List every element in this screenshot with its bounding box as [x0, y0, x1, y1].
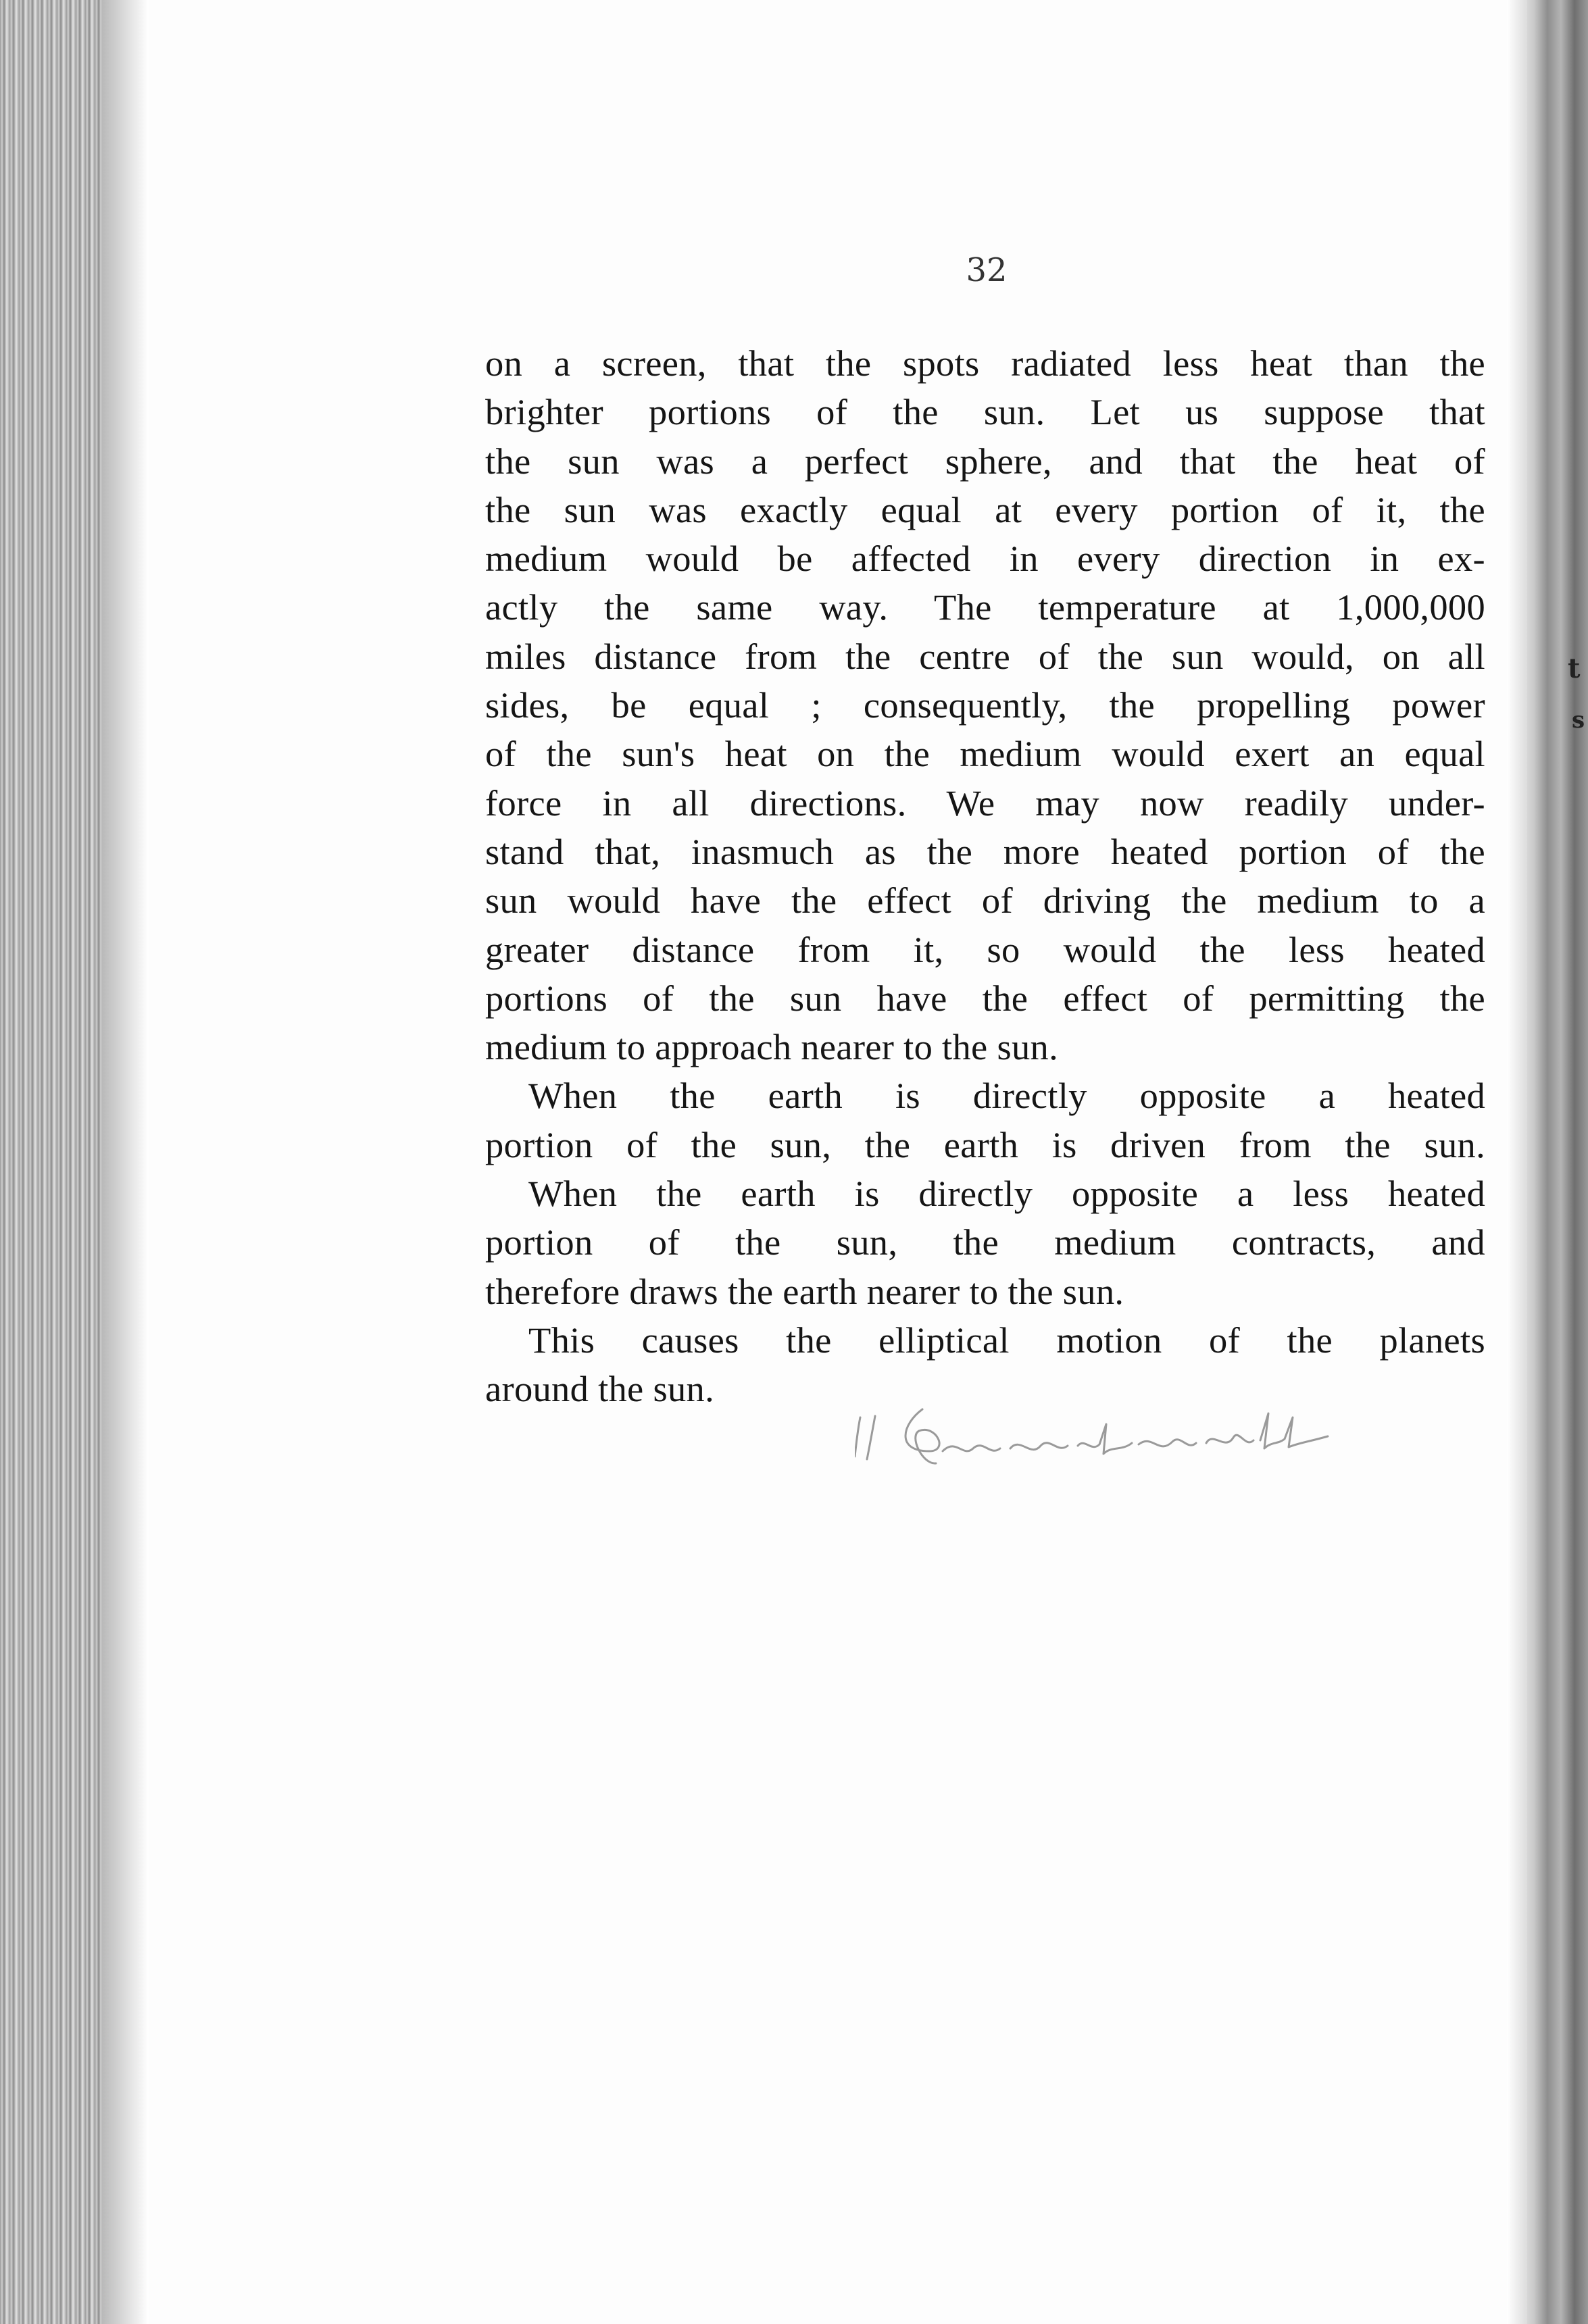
- body-text: [485, 339, 1485, 1414]
- text-line: force in all directions. We may now readily under-: [485, 782, 1485, 824]
- text-line: around the sun.: [485, 1368, 715, 1410]
- text-line: brighter portions of the sun. Let us suppose that: [485, 391, 1485, 433]
- text-line: portions of the sun have the effect of permitting the: [485, 977, 1485, 1019]
- facing-page-fragment: s: [1572, 707, 1585, 734]
- text-line: When the earth is directly opposite a heated: [528, 1075, 1485, 1117]
- text-line: the sun was exactly equal at every portion of it, the: [485, 488, 1485, 530]
- text-line: portion of the sun, the earth is driven from the sun.: [485, 1123, 1485, 1165]
- text-line: therefore draws the earth nearer to the sun.: [485, 1270, 1124, 1312]
- text-line: miles distance from the centre of the sun would, on all: [485, 635, 1485, 677]
- facing-page-edge: [1507, 0, 1588, 2324]
- text-line: This causes the elliptical motion of the planets: [528, 1319, 1485, 1361]
- text-line: the sun was a perfect sphere, and that the heat of: [485, 440, 1485, 482]
- text-line: actly the same way. The temperature at 1,000,000: [485, 586, 1485, 628]
- text-line: portion of the sun, the medium contracts, and: [485, 1221, 1485, 1263]
- text-line: sides, be equal ; consequently, the propelling power: [485, 684, 1485, 726]
- text-line: of the sun's heat on the medium would exert an equal: [485, 733, 1485, 775]
- text-line: medium to approach nearer to the sun.: [485, 1026, 1058, 1068]
- text-line: stand that, inasmuch as the more heated portion of the: [485, 830, 1485, 872]
- text-line: greater distance from it, so would the less heated: [485, 928, 1485, 970]
- text-line: When the earth is directly opposite a less heated: [528, 1173, 1485, 1215]
- text-line: on a screen, that the spots radiated less heat than the: [485, 343, 1485, 384]
- facing-page-fragment: t: [1568, 653, 1581, 684]
- page-number: 32: [966, 251, 1008, 289]
- handwritten-signature: [855, 1404, 1341, 1478]
- text-line: sun would have the effect of driving the medium to a: [485, 880, 1485, 921]
- book-gutter-edge: [0, 0, 101, 2324]
- text-line: medium would be affected in every direction in ex-: [485, 538, 1485, 580]
